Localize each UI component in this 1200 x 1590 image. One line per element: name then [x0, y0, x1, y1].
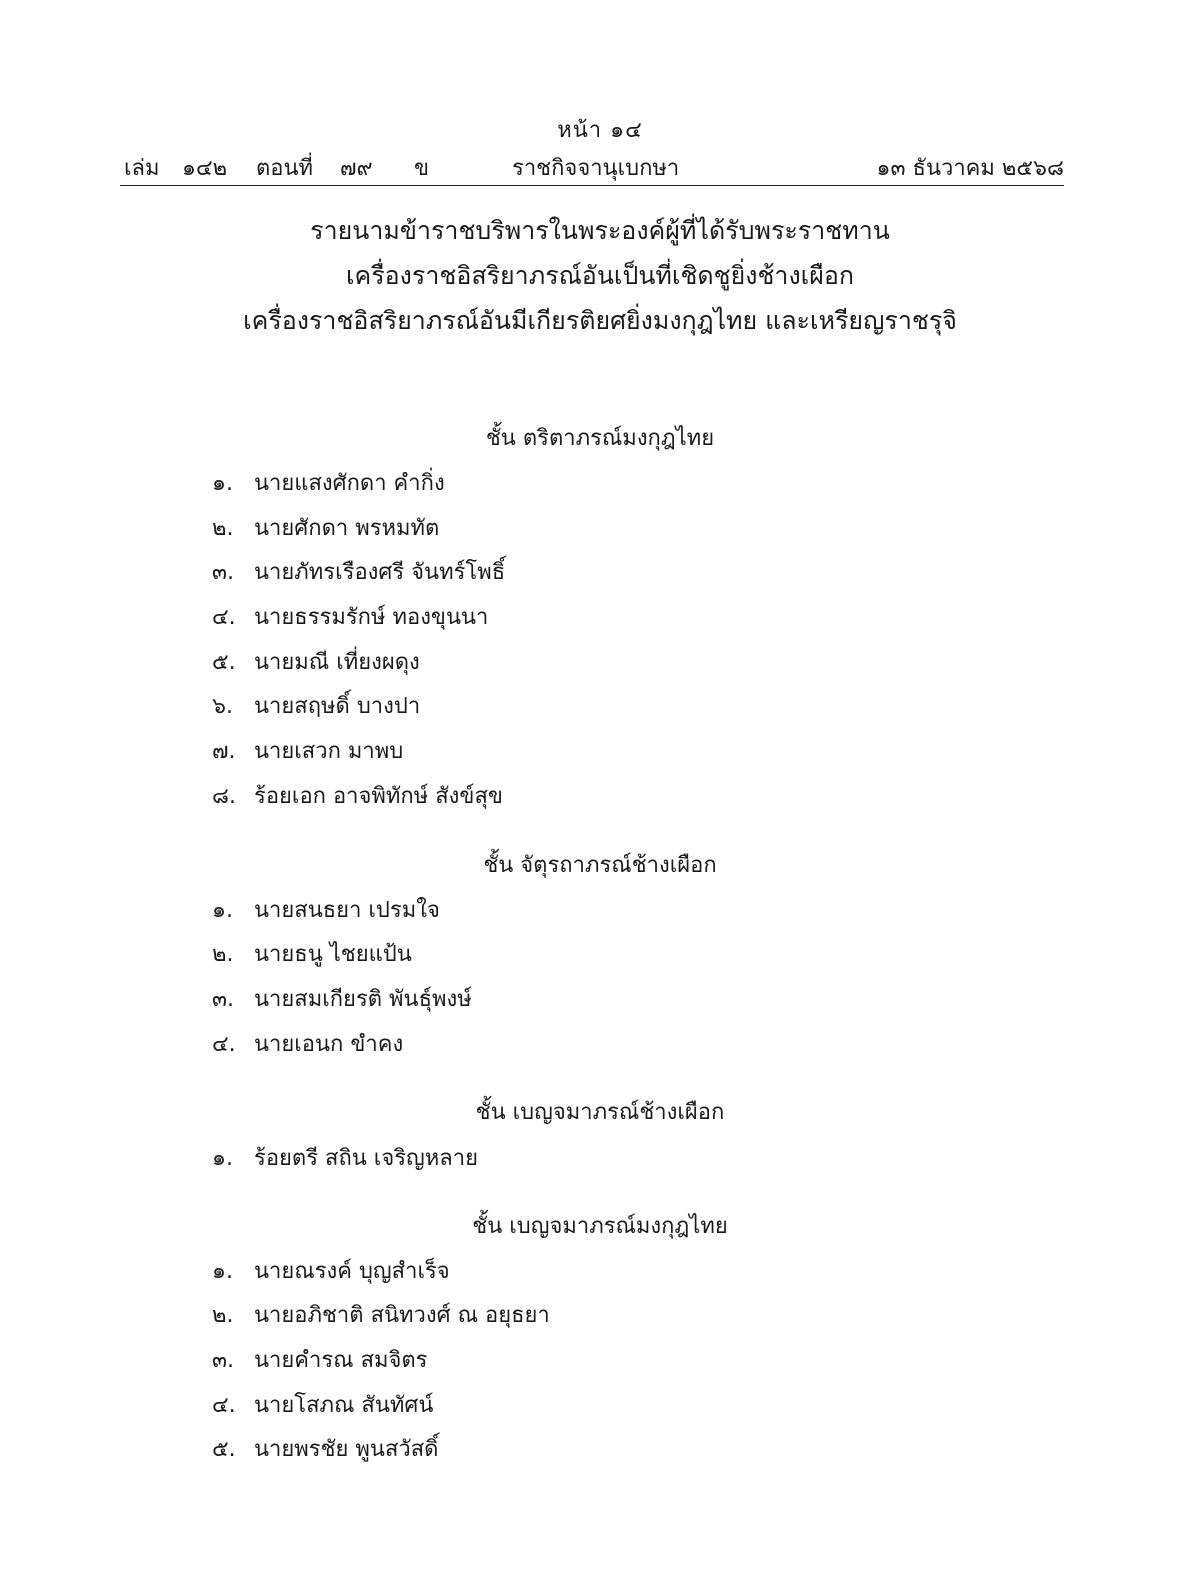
list-item: ๒. นายอภิชาติ สนิทวงศ์ ณ อยุธยา	[212, 1303, 550, 1328]
list-item: ๒. นายศักดา พรหมทัต	[212, 516, 440, 541]
list-item: ๔. นายโสภณ สันทัศน์	[212, 1393, 434, 1418]
section-letter: ข	[414, 156, 430, 181]
list-item: ๑. นายสนธยา เปรมใจ	[212, 898, 440, 923]
publication-date: ๑๓ ธันวาคม ๒๕๖๘	[876, 156, 1064, 181]
title-line-3: เครื่องราชอิสริยาภรณ์อันมีเกียรติยศยิ่งมงกุฎไทย และเหรียญราชรุจิ	[243, 306, 957, 335]
list-item: ๗. นายเสวก มาพบ	[212, 739, 404, 764]
gazette-header	[124, 150, 1064, 184]
volume-label: เล่ม	[124, 156, 160, 181]
issue-label: ตอนที่	[256, 156, 314, 181]
title-line-2: เครื่องราชอิสริยาภรณ์อันเป็นที่เชิดชูยิ่งช้างเผือก	[345, 261, 855, 290]
title-line-1: รายนามข้าราชบริพารในพระองค์ผู้ที่ได้รับพระราชทาน	[310, 216, 890, 245]
issue-number: ๗๙	[340, 156, 373, 181]
list-item: ๑. นายณรงค์ บุญสำเร็จ	[212, 1259, 450, 1284]
class-heading: ชั้น จัตุรถาภรณ์ช้างเผือก	[483, 853, 717, 878]
list-item: ๒. นายธนู ไชยแป้น	[212, 942, 412, 967]
list-item: ๑. ร้อยตรี สถิน เจริญหลาย	[212, 1146, 478, 1171]
class-heading: ชั้น เบญจมาภรณ์ช้างเผือก	[475, 1100, 725, 1125]
volume-number: ๑๔๒	[182, 156, 228, 181]
list-item: ๘. ร้อยเอก อาจพิทักษ์ สังข์สุข	[212, 784, 503, 809]
list-item: ๓. นายสมเกียรติ พันธุ์พงษ์	[212, 987, 472, 1012]
list-item: ๕. นายพรชัย พูนสวัสดิ์	[212, 1437, 439, 1462]
class-heading: ชั้น ตริตาภรณ์มงกุฎไทย	[485, 426, 715, 451]
list-item: ๔. นายธรรมรักษ์ ทองขุนนา	[212, 605, 489, 630]
header-divider	[120, 185, 1064, 186]
list-item: ๔. นายเอนก ขำคง	[212, 1032, 404, 1057]
gazette-name: ราชกิจจานุเบกษา	[512, 156, 680, 181]
class-heading: ชั้น เบญจมาภรณ์มงกุฎไทย	[472, 1214, 728, 1239]
list-item: ๓. นายคำรณ สมจิตร	[212, 1348, 428, 1373]
list-item: ๑. นายแสงศักดา คำกิ่ง	[212, 471, 445, 496]
list-item: ๖. นายสฤษดิ์ บางปา	[212, 694, 421, 719]
list-item: ๓. นายภัทรเรืองศรี จันทร์โพธิ์	[212, 560, 506, 585]
page-number: หน้า ๑๔	[557, 118, 643, 143]
document-title	[0, 208, 1200, 343]
list-item: ๕. นายมณี เที่ยงผดุง	[212, 650, 420, 675]
